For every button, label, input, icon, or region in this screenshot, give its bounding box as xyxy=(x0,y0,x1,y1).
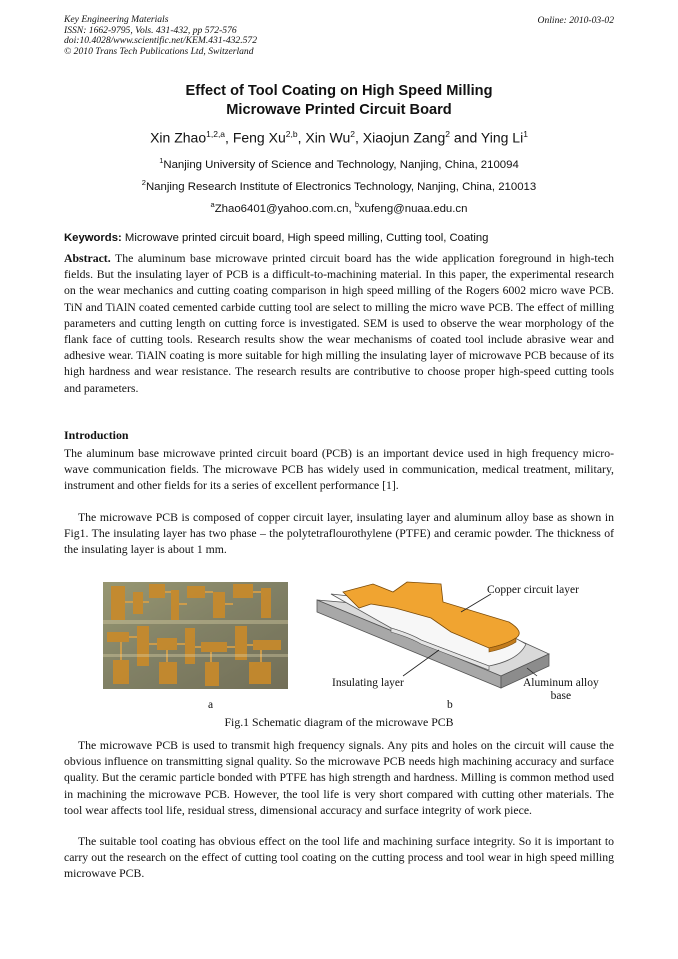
intro-paragraph-2: The microwave PCB is composed of copper circuit layer, insulating layer and aluminum alloy base as shown in Fig1. The insulating layer has two phase – the polytetraflourothylene (PTFE) and ceramic powder. The thickness of the insulating layer is about 1 mm. xyxy=(64,511,614,557)
online-date: Online: 2010-03-02 xyxy=(537,15,614,26)
author-name: Ying Li xyxy=(480,129,524,146)
affiliation-2 xyxy=(0,178,678,193)
copyright-line: © 2010 Trans Tech Publications Ltd, Switzerland xyxy=(64,45,254,57)
figure-caption: Fig.1 Schematic diagram of the microwave PCB xyxy=(224,715,454,729)
affiliation-sup: 1 xyxy=(159,156,164,165)
copper-leader-line xyxy=(461,594,491,612)
affiliation-text: Nanjing Research Institute of Electronics Technology, Nanjing, China, 210013 xyxy=(145,180,537,193)
label-aluminum-line-2: base xyxy=(550,690,572,702)
label-aluminum-line-1: Aluminum alloy xyxy=(523,677,599,689)
author-sep: , xyxy=(225,129,233,146)
pcb-photo-image xyxy=(103,582,288,689)
author-name: Xiaojun Zang xyxy=(362,129,446,146)
keywords-label: Keywords: xyxy=(64,232,122,244)
keywords xyxy=(64,232,488,244)
keywords-text: Microwave printed circuit board, High speed milling, Cutting tool, Coating xyxy=(121,232,489,244)
pcb-photo xyxy=(103,582,288,689)
email-line xyxy=(0,200,678,215)
label-insulating-layer: Insulating layer xyxy=(332,677,404,689)
author-sup: 2 xyxy=(350,129,355,139)
email-sup: a xyxy=(210,200,215,209)
issn-line: ISSN: 1662-9795, Vols. 431-432, pp 572-576 xyxy=(64,24,237,36)
author-sup: 1,2,a xyxy=(206,129,226,139)
intro-paragraph-4: The suitable tool coating has obvious effect on the tool life and machining surface integrity. So it is important to carry out the research on the effect of cutting tool coating on the cutting process and tool wear in high speed milling microwave PCB. xyxy=(64,835,614,881)
journal-meta xyxy=(64,15,257,57)
author-name: Feng Xu xyxy=(232,129,286,146)
section-heading-introduction: Introduction xyxy=(64,428,129,442)
title-line-1: Effect of Tool Coating on High Speed Milling xyxy=(185,83,493,99)
subfigure-label-b: b xyxy=(447,699,453,711)
affiliation-1 xyxy=(0,156,678,171)
author-sup: 2,b xyxy=(285,129,298,139)
abstract-label: Abstract. xyxy=(64,252,111,265)
title-line-2: Microwave Printed Circuit Board xyxy=(226,102,452,118)
email-sup: b xyxy=(354,200,359,209)
author-sep: , xyxy=(297,129,306,146)
journal-name: Key Engineering Materials xyxy=(64,14,169,25)
author-name: Xin Zhao xyxy=(150,129,207,146)
intro-paragraph-3: The microwave PCB is used to transmit high frequency signals. Any pits and holes on the circuit will cause the obvious influence on transmitting signal quality. So the microwave PCB needs high machining accuracy and surface quality. But the ceramic particle bonded with PTFE has high strength and hardness. Milling is common method used in machining the microwave PCB. However, the tool life is very short compared with cutting other materials. The tool wear affects tool life, residual stress, dimensional accuracy and surface integrity of work piece. xyxy=(64,739,614,817)
paper-title xyxy=(0,82,678,120)
author-sup: 1 xyxy=(523,129,528,139)
email-a: Zhao6401@yahoo.com.cn, xyxy=(214,202,355,215)
label-aluminum-alloy-base xyxy=(523,677,599,703)
author-sep: , xyxy=(354,129,363,146)
doi-line: doi:10.4028/www.scientific.net/KEM.431-432.572 xyxy=(64,35,258,46)
label-copper-circuit-layer: Copper circuit layer xyxy=(487,584,579,596)
abstract xyxy=(64,251,614,397)
author-name: Xin Wu xyxy=(305,129,351,146)
email-b: xufeng@nuaa.edu.cn xyxy=(358,202,468,215)
intro-paragraph-1: The aluminum base microwave printed circuit board (PCB) is an important device used in high frequency micro-wave communication fields. The microwave PCB has widely used in communication, medical treatment, military, instrument and other fields for its a series of excellent performance [1]. xyxy=(64,447,614,493)
affiliation-sup: 2 xyxy=(141,178,146,187)
affiliation-text: Nanjing University of Science and Technology, Nanjing, China, 210094 xyxy=(163,158,519,171)
author-sup: 2 xyxy=(445,129,450,139)
abstract-text: The aluminum base microwave printed circuit board has the wide application foreground in high-tech fields. But the insulating layer of PCB is a difficult-to-machining material. In this paper, the experimental research on the wear mechanics and cutting coating comparison in high speed milling of the Rogers 6002 micro wave PCB. TiN and TiAlN coated cemented carbide cutting tool are select to milling the micro wave PCB. The effect of milling parameters and cutting length on cutting force is investigated. SEM is used to observe the wear morphology of the flank face of cutting tools. Research results show the wear mechanisms of coated tool include abrasive wear and adhesive wear. TiAlN coating is more suitable for high milling the insulating layer of microwave PCB because of its high hardness and wear resistance. The research results are contributive to choose proper high-speed cutting tools and parameters. xyxy=(64,252,614,395)
subfigure-label-a: a xyxy=(208,699,214,711)
author-sep: and xyxy=(450,129,481,146)
author-list xyxy=(0,129,678,146)
